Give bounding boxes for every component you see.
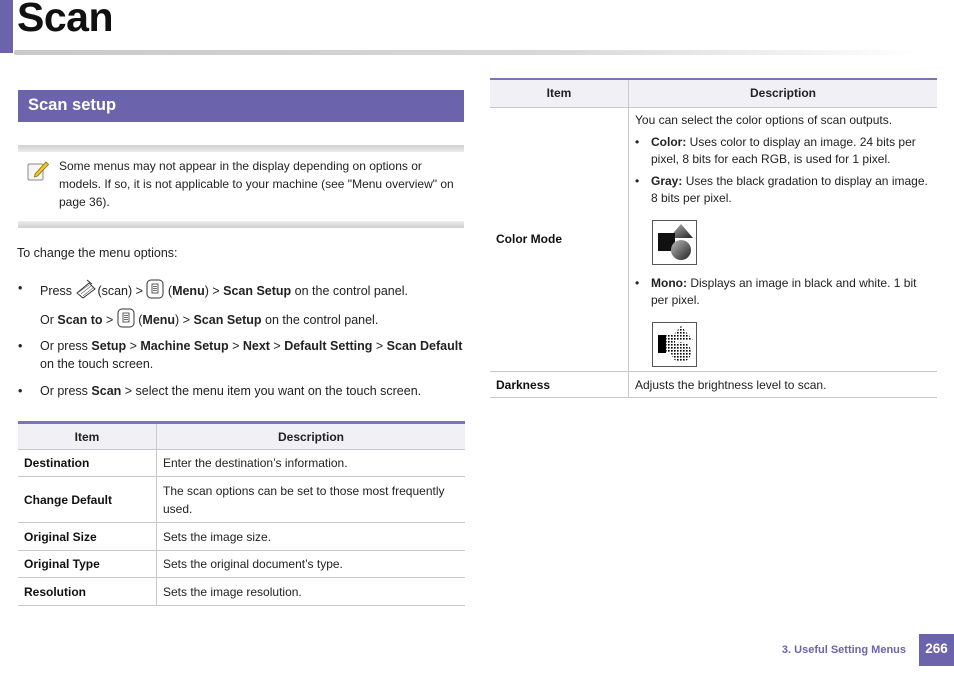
intro-text: To change the menu options: [17, 246, 178, 260]
row-item: Darkness [490, 372, 629, 398]
title-accent-bar [0, 0, 13, 53]
row-item: Destination [18, 450, 157, 477]
step-target: Scan Setup [193, 312, 262, 327]
mono-option [635, 275, 931, 308]
sep: > [269, 339, 285, 353]
step-text: > [102, 312, 117, 327]
col-header-description: Description [629, 79, 938, 107]
section-heading: Scan setup [18, 90, 464, 122]
sep: > [372, 339, 387, 353]
row-item: Original Size [18, 523, 157, 551]
col-header-item: Item [490, 79, 629, 107]
step-press-scan-touch [40, 382, 421, 400]
mono-text: Displays an image in black and white. 1 bit per pixel. [651, 276, 917, 307]
row-description: Enter the destination’s information. [157, 450, 466, 477]
step-text: ) > [175, 312, 194, 327]
table-header-row [490, 79, 937, 107]
table-row-color-mode [490, 107, 937, 372]
step-text: (scan) > [97, 283, 147, 298]
gray-text: Uses the black gradation to display an image. 8 bits per pixel. [651, 174, 928, 205]
note-text: Some menus may not appear in the display depending on options or models. If so, it is not applicable to your machine (see "Menu overview" on page 36). [59, 159, 454, 209]
page-title: Scan [17, 0, 113, 40]
note-box [18, 145, 464, 229]
color-text: Uses color to display an image. 24 bits per pixel, 8 bits for each RGB, is used for 1 pixel. [651, 135, 916, 166]
bullet-marker: • [635, 174, 640, 188]
table-row [18, 523, 465, 551]
scan-icon [75, 279, 97, 304]
step-setup-path [40, 337, 465, 373]
page-number: 266 [919, 634, 954, 666]
scan-setup-table [18, 421, 465, 606]
row-description: The scan options can be set to those most frequently used. [157, 477, 466, 523]
step-scan-label: Scan [91, 384, 122, 398]
path-next: Next [242, 339, 270, 353]
row-description [629, 107, 938, 372]
note-bottom-border [18, 221, 464, 228]
step-menu-label: Menu [172, 283, 205, 298]
sep: > [228, 339, 243, 353]
bullet-marker: • [18, 384, 23, 398]
table-row [18, 450, 465, 477]
color-option [635, 134, 931, 167]
bullet-marker: • [18, 281, 23, 295]
step-scan-to [40, 308, 378, 333]
bullet-marker: • [635, 276, 640, 290]
path-default-setting: Default Setting [284, 339, 373, 353]
menu-button-icon [146, 279, 164, 304]
row-item: Change Default [18, 477, 157, 523]
step-text: on the touch screen. [40, 357, 154, 371]
step-text: Or press [40, 384, 92, 398]
row-item: Color Mode [490, 107, 629, 372]
path-setup: Setup [91, 339, 127, 353]
step-text: ) > [204, 283, 224, 298]
path-scan-default: Scan Default [386, 339, 463, 353]
step-scan-to-label: Scan to [57, 312, 103, 327]
col-header-item: Item [18, 423, 157, 450]
title-divider [14, 50, 919, 55]
row-item: Original Type [18, 551, 157, 578]
row-description: Sets the image resolution. [157, 578, 466, 606]
table-row [18, 477, 465, 523]
row-description: Sets the image size. [157, 523, 466, 551]
table-row-darkness [490, 372, 937, 398]
gray-option-text [651, 173, 931, 206]
step-text: on the control panel. [261, 312, 379, 327]
step-menu-label: Menu [142, 312, 176, 327]
gray-label: Gray: [651, 174, 683, 188]
note-top-border [18, 145, 464, 152]
step-text: Or [40, 312, 58, 327]
note-pencil-icon [26, 159, 50, 186]
step-text: ( [164, 283, 173, 298]
row-item: Resolution [18, 578, 157, 606]
table-row [18, 551, 465, 578]
mono-label: Mono: [651, 276, 687, 290]
color-darkness-table [490, 78, 937, 398]
gray-option [635, 173, 931, 206]
row-description: Adjusts the brightness level to scan. [629, 372, 938, 398]
step-text: > select the menu item you want on the touch screen. [121, 384, 422, 398]
table-row [18, 578, 465, 606]
row-description: Sets the original document’s type. [157, 551, 466, 578]
mono-option-text [651, 275, 931, 308]
col-header-description: Description [157, 423, 466, 450]
step-text: on the control panel. [291, 283, 408, 298]
menu-button-icon [117, 308, 135, 333]
step-text: Press [40, 283, 76, 298]
color-option-text [651, 134, 931, 167]
color-mode-intro: You can select the color options of scan outputs. [635, 112, 893, 127]
step-press-scan [40, 279, 408, 304]
chapter-label: 3. Useful Setting Menus [781, 644, 906, 656]
mono-sample-image [652, 322, 697, 367]
color-label: Color: [651, 135, 687, 149]
bullet-marker: • [635, 135, 640, 149]
table-header-row [18, 423, 465, 450]
bullet-marker: • [18, 339, 23, 353]
sep: > [126, 339, 141, 353]
gray-sample-image [652, 220, 697, 265]
step-text: ( [134, 312, 143, 327]
path-machine-setup: Machine Setup [140, 339, 229, 353]
step-target: Scan Setup [223, 283, 292, 298]
step-text: Or press [40, 339, 92, 353]
